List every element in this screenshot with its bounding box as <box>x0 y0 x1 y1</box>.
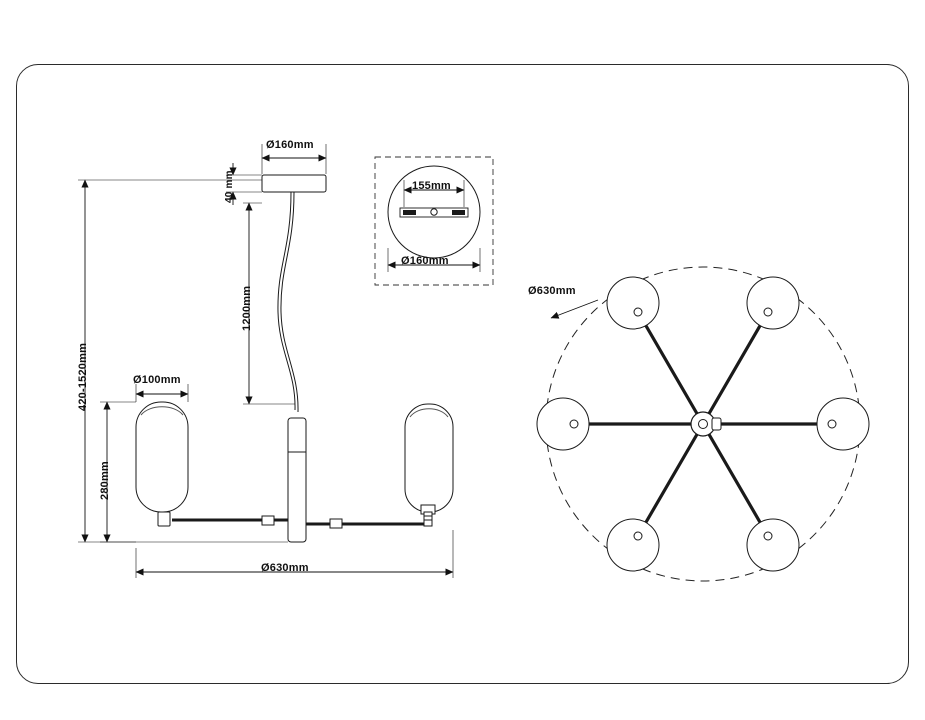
label-shade-height: 280mm <box>99 461 111 500</box>
central-column <box>288 418 306 542</box>
label-canopy-diameter: Ø160mm <box>266 139 314 151</box>
top-plan-view <box>537 267 869 581</box>
label-canopy-height: 40 mm <box>224 170 235 203</box>
label-mount-holes-distance: 155mm <box>412 180 451 192</box>
left-arm <box>158 512 288 526</box>
label-shade-diameter: Ø100mm <box>133 374 181 386</box>
right-arm <box>306 519 424 528</box>
label-suspension-length: 1200mm <box>241 285 253 331</box>
suspension-cable <box>278 192 298 412</box>
label-mount-plate-diameter: Ø160mm <box>401 255 449 267</box>
label-total-height: 420-1520mm <box>77 342 89 411</box>
label-fixture-width: Ø630mm <box>261 562 309 574</box>
canopy <box>262 175 326 192</box>
right-shade <box>405 404 453 526</box>
label-top-view-diameter: Ø630mm <box>528 285 576 297</box>
left-shade <box>136 402 188 512</box>
